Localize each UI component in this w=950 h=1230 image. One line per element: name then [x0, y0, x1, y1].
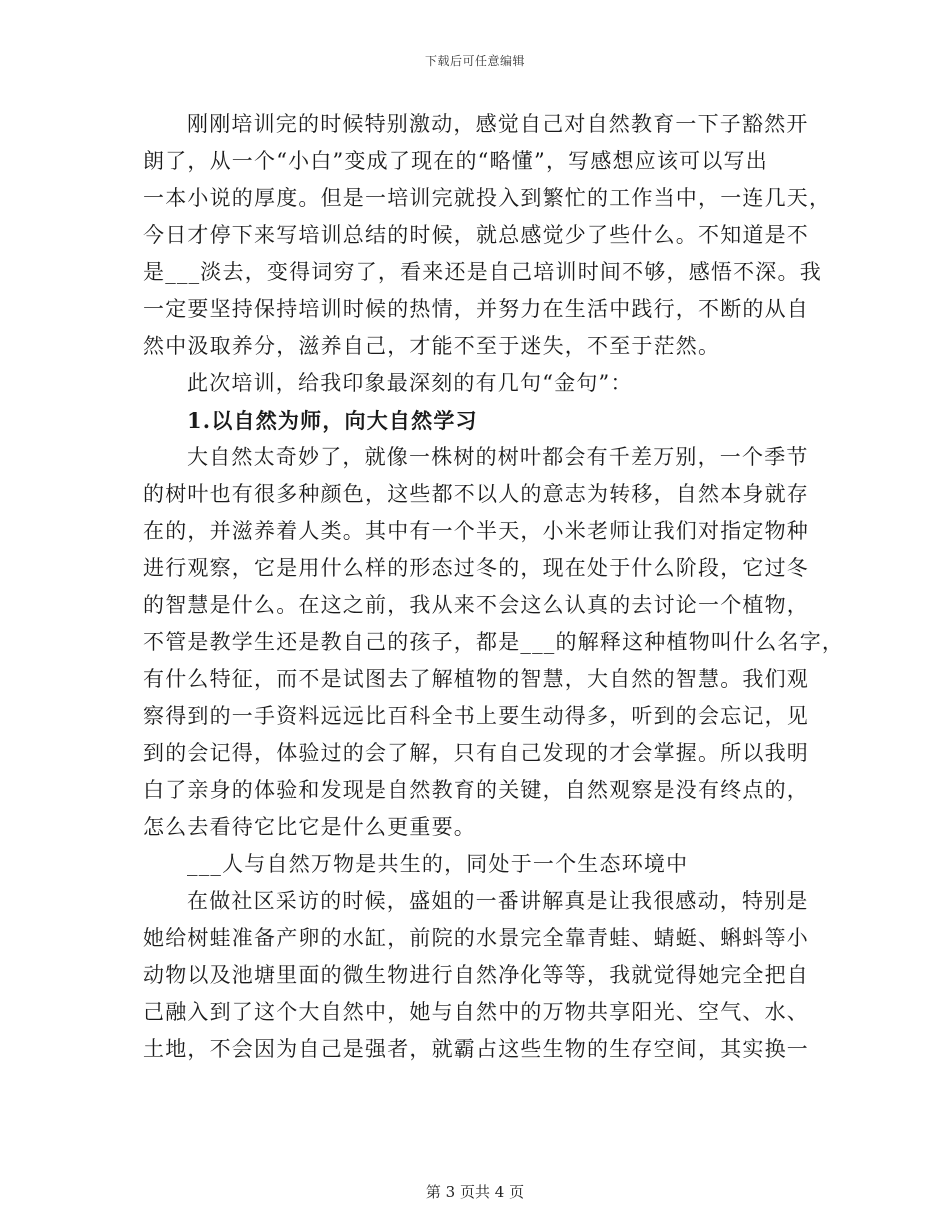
text-line: 动物以及池塘里面的微生物进行自然净化等等，我就觉得她完全把自: [143, 963, 809, 987]
section-heading: 1.以自然为师，向大自然学习: [187, 408, 478, 433]
text-line: 一定要坚持保持培训时候的热情，并努力在生活中践行，不断的从自: [143, 297, 809, 321]
text-line: 不管是教学生还是教自己的孩子，都是___的解释这种植物叫什么名字，: [143, 630, 845, 654]
text-line: 己融入到了这个大自然中，她与自然中的万物共享阳光、空气、水、: [143, 1000, 809, 1024]
text-line: 她给树蛙准备产卵的水缸，前院的水景完全靠青蛙、蜻蜓、蝌蚪等小: [143, 926, 809, 950]
text-line: 朗了，从一个“小白”变成了现在的“略懂”，写感想应该可以写出: [143, 149, 768, 173]
page-footer: 第 3 页共 4 页: [425, 1183, 525, 1201]
text-line: 土地，不会因为自己是强者，就霸占这些生物的生存空间，其实换一: [143, 1037, 809, 1061]
text-line: 有什么特征，而不是试图去了解植物的智慧，大自然的智慧。我们观: [143, 667, 809, 691]
text-line: 一本小说的厚度。但是一培训完就投入到繁忙的工作当中，一连几天，: [143, 186, 832, 210]
text-line: 在做社区采访的时候，盛姐的一番讲解真是让我很感动，特别是: [187, 889, 809, 913]
text-line: 察得到的一手资料远远比百科全书上要生动得多，听到的会忘记，见: [143, 704, 809, 728]
document-body: [143, 106, 845, 1068]
text-line: 的树叶也有很多种颜色，这些都不以人的意志为转移，自然本身就存: [143, 482, 809, 506]
text-line: 刚刚培训完的时候特别激动，感觉自己对自然教育一下子豁然开: [187, 112, 809, 136]
text-line: 是___淡去，变得词穷了，看来还是自己培训时间不够，感悟不深。我: [143, 260, 822, 284]
text-line: 白了亲身的体验和发现是自然教育的关键，自然观察是没有终点的，: [143, 778, 809, 802]
page-header: 下载后可任意编辑: [424, 54, 525, 68]
text-line: 此次培训，给我印象最深刻的有几句“金句”：: [187, 371, 633, 395]
text-line: ___人与自然万物是共生的，同处于一个生态环境中: [187, 852, 689, 876]
text-line: 到的会记得，体验过的会了解，只有自己发现的才会掌握。所以我明: [143, 741, 809, 765]
text-line: 今日才停下来写培训总结的时候，就总感觉少了些什么。不知道是不: [143, 223, 809, 247]
text-line: 在的，并滋养着人类。其中有一个半天，小米老师让我们对指定物种: [143, 519, 809, 543]
text-line: 然中汲取养分，滋养自己，才能不至于迷失，不至于茫然。: [143, 334, 721, 358]
text-line: 怎么去看待它比它是什么更重要。: [143, 815, 476, 839]
text-line: 的智慧是什么。在这之前，我从来不会这么认真的去讨论一个植物，: [143, 593, 809, 617]
text-line: 进行观察，它是用什么样的形态过冬的，现在处于什么阶段，它过冬: [143, 556, 809, 580]
text-line: 大自然太奇妙了，就像一株树的树叶都会有千差万别，一个季节: [187, 445, 809, 469]
